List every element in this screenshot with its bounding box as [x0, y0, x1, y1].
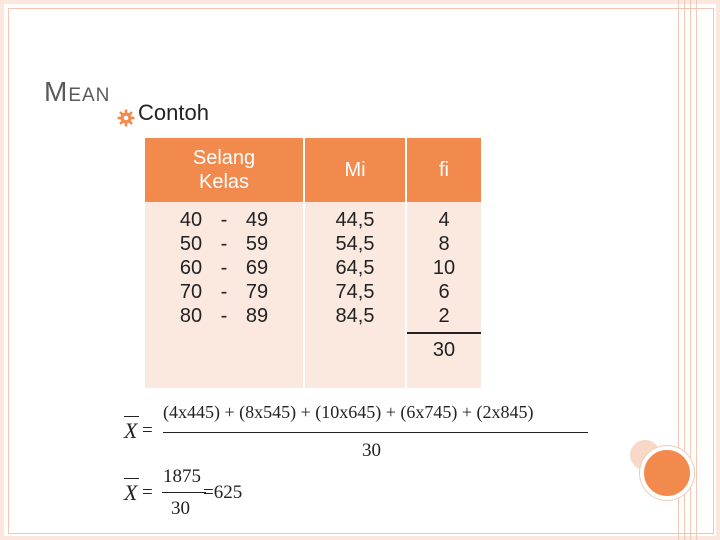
interval-high: 69 — [245, 257, 269, 279]
interval-high: 79 — [245, 281, 269, 303]
frequency-value: 6 — [438, 281, 450, 303]
midpoint-value: 84,5 — [335, 305, 375, 327]
header-selang-kelas — [145, 138, 304, 202]
header-selang-line2: Kelas — [198, 171, 250, 193]
mean-symbol: X — [124, 418, 138, 443]
interval-dash: - — [220, 233, 228, 255]
fraction-denominator: 30 — [171, 498, 190, 519]
frequency-value: 10 — [432, 257, 456, 279]
header-selang-line1: Selang — [192, 147, 256, 169]
class-interval-row — [145, 232, 303, 256]
class-interval-row — [145, 208, 303, 232]
mean-result: =625 — [203, 482, 243, 503]
midpoint-value: 64,5 — [335, 257, 375, 279]
frequency-cell — [406, 202, 481, 388]
interval-low: 50 — [179, 233, 203, 255]
xbar-overline — [124, 478, 139, 479]
gear-bullet-icon — [116, 108, 136, 128]
interval-high: 89 — [245, 305, 269, 327]
class-interval-cell — [145, 202, 304, 388]
interval-low: 60 — [179, 257, 203, 279]
fraction-bar — [162, 492, 206, 493]
interval-dash: - — [220, 257, 228, 279]
frequency-table — [145, 138, 481, 388]
fraction-bar — [163, 432, 588, 433]
equals-sign: = — [142, 420, 153, 441]
midpoint-value: 54,5 — [335, 233, 375, 255]
equals-sign: = — [142, 482, 153, 503]
class-interval-row — [145, 280, 303, 304]
header-mi: Mi — [304, 138, 406, 202]
interval-low: 40 — [179, 209, 203, 231]
frequency-value: 8 — [438, 233, 450, 255]
midpoint-cell — [304, 202, 406, 388]
class-interval-row — [145, 304, 303, 328]
midpoint-value: 44,5 — [335, 209, 375, 231]
interval-dash: - — [220, 305, 228, 327]
slide-title-initial: M — [44, 76, 69, 107]
header-fi: fi — [406, 138, 481, 202]
bullet-text: Contoh — [138, 100, 209, 125]
xbar-overline — [124, 416, 139, 417]
mean-symbol: X — [124, 480, 138, 505]
frequency-value: 4 — [438, 209, 450, 231]
fraction-numerator: 1875 — [163, 466, 201, 487]
frequency-total: 30 — [407, 332, 481, 366]
interval-high: 49 — [245, 209, 269, 231]
midpoint-value: 74,5 — [335, 281, 375, 303]
interval-dash: - — [220, 209, 228, 231]
frequency-value: 2 — [438, 305, 450, 327]
interval-dash: - — [220, 281, 228, 303]
interval-high: 59 — [245, 233, 269, 255]
formula-denominator: 30 — [362, 440, 381, 461]
slide-title — [44, 76, 110, 108]
interval-low: 80 — [179, 305, 203, 327]
interval-low: 70 — [179, 281, 203, 303]
class-interval-row — [145, 256, 303, 280]
decorative-circle-large — [640, 446, 694, 500]
slide-title-rest: EAN — [68, 85, 111, 106]
formula-numerator: (4x445) + (8x545) + (10x645) + (6x745) + (2x845) — [163, 402, 534, 422]
